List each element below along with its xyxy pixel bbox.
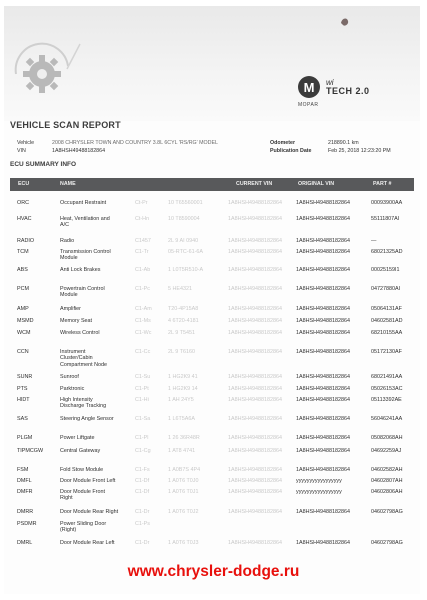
cell-cur: 1A8HSH49488182864 (228, 478, 282, 484)
cell-part: 04602798AG (371, 540, 403, 546)
cell-part: 00093900AA (371, 200, 403, 206)
mopar-m-icon: M (298, 76, 320, 98)
header-name: NAME (60, 181, 76, 187)
cell-orig: yyyyyyyyyyyyyyyyy (296, 489, 342, 495)
cell-c3: C1-Hi (135, 397, 149, 403)
cell-c3: C1-Am (135, 306, 152, 312)
cell-name: Module (60, 292, 78, 299)
cell-name: Right (60, 495, 73, 502)
cell-c4: 2L 9 T5451 (168, 330, 195, 336)
cell-name: Central Gateway (60, 448, 101, 454)
cell-part: 04692259AJ (371, 448, 402, 454)
cell-name: Door Module Front (60, 489, 105, 495)
cell-name: Parktronic (60, 386, 85, 392)
header-ecu: ECU (18, 181, 30, 187)
cell-cur: 1A8HSH49488182864 (228, 286, 282, 292)
cell-c3: C1-Pt (135, 386, 149, 392)
cell-part: — (371, 238, 377, 244)
cell-c3: C1-Ab (135, 267, 151, 273)
cell-c4: 1 A0T6 T0J1 (168, 489, 199, 495)
cell-part: 68210155AA (371, 330, 403, 336)
gear-graphic-icon (12, 36, 82, 106)
cell-c4: 2L 9 AI 0940 (168, 238, 199, 244)
mopar-label: MOPAR (298, 102, 319, 108)
cell-cur: 1A8HSH49488182864 (228, 249, 282, 255)
cell-ecu: HIDT (17, 397, 30, 403)
cell-part: 05064131AF (371, 306, 402, 312)
cell-name: Door Module Front Left (60, 478, 116, 484)
cell-c4: 5 HE4321 (168, 286, 192, 292)
cell-orig: 1A8HSH49488182864 (296, 249, 350, 255)
cell-part: 04602806AH (371, 489, 403, 495)
cell-name: Heat, Ventilation and (60, 216, 110, 222)
cell-ecu: WCM (17, 330, 31, 336)
report-header-band (4, 6, 420, 121)
cell-ecu: ORC (17, 200, 29, 206)
cell-part: 68021491AA (371, 374, 403, 380)
ecu-table-header (10, 178, 414, 191)
cell-part: 68021325AD (371, 249, 403, 255)
cell-c4: 1 HG2K9 41 (168, 374, 198, 380)
cell-name: Fold Stow Module (60, 467, 104, 473)
ecu-summary-title: ECU SUMMARY INFO (10, 161, 77, 168)
cell-c3: C1-Ps (135, 521, 150, 527)
cell-orig: 1A8HSH49488182864 (296, 267, 350, 273)
cell-c3: Ct-Pr (135, 200, 148, 206)
cell-c3: C1-Df (135, 489, 150, 495)
cell-c4: 2L 9 T6160 (168, 349, 195, 355)
cell-ecu: MSMD (17, 318, 34, 324)
publication-date-value: Feb 25, 2018 12:23:20 PM (328, 148, 391, 154)
cell-orig: 1A8HSH49488182864 (296, 349, 350, 355)
cell-cur: 1A8HSH49488182864 (228, 349, 282, 355)
cell-orig: 1A8HSH49488182864 (296, 467, 350, 473)
cell-part: 04727880AI (371, 286, 401, 292)
cell-part: 04602798AG (371, 509, 403, 515)
cell-ecu: TIPMCGW (17, 448, 44, 454)
cell-orig: yyyyyyyyyyyyyyyyy (296, 478, 342, 484)
cell-c4: 1 A0T6 T0J3 (168, 540, 199, 546)
cell-part: 05082068AH (371, 435, 403, 441)
cell-c3: C1-Ms (135, 318, 151, 324)
cell-orig: 1A8HSH49488182864 (296, 374, 350, 380)
cell-part: 05172130AF (371, 349, 402, 355)
cell-cur: 1A8HSH49488182864 (228, 216, 282, 222)
cell-c4: 1 A0B7S 4P4 (168, 467, 201, 473)
cell-c4: 1 26 36R48R (168, 435, 200, 441)
cell-part: 04602807AH (371, 478, 403, 484)
vehicle-value: 2008 CHRYSLER TOWN AND COUNTRY 3.8L 6CYL 'RS/RG' MODEL (52, 140, 218, 146)
odometer-label: Odometer (270, 140, 296, 146)
cell-cur: 1A8HSH49488182864 (228, 397, 282, 403)
cell-cur: 1A8HSH49488182864 (228, 467, 282, 473)
cell-c4: 1 HG2K9 14 (168, 386, 198, 392)
cell-cur: 1A8HSH49488182864 (228, 318, 282, 324)
cell-c3: C1-Wc (135, 330, 152, 336)
logo-tech: TECH 2.0 (326, 86, 370, 96)
cell-ecu: FSM (17, 467, 29, 473)
cell-name: Cluster/Cabin (60, 355, 93, 362)
cell-c4: 05-RTC-61-6A (168, 249, 203, 255)
cell-cur: 1A8HSH49488182864 (228, 374, 282, 380)
cell-ecu: SUNR (17, 374, 33, 380)
vehicle-label: Vehicle (17, 140, 35, 146)
cell-name: A/C (60, 222, 69, 229)
cell-c4: 1 A0T6 T0J0 (168, 478, 199, 484)
cell-orig: 1A8HSH49488182864 (296, 306, 350, 312)
cell-part: 05026153AC (371, 386, 403, 392)
cell-ecu: CCN (17, 349, 29, 355)
cell-ecu: TCM (17, 249, 29, 255)
cell-name: Amplifier (60, 306, 81, 312)
cell-cur: 1A8HSH49488182864 (228, 200, 282, 206)
cell-name: Anti Lock Brakes (60, 267, 101, 273)
cell-cur: 1A8HSH49488182864 (228, 416, 282, 422)
cell-name: Door Module Rear Left (60, 540, 115, 546)
cell-cur: 1A8HSH49488182864 (228, 448, 282, 454)
cell-part: 04602582AH (371, 467, 403, 473)
cell-cur: 1A8HSH49488182864 (228, 540, 282, 546)
handwritten-mark-icon (338, 15, 352, 29)
cell-ecu: AMP (17, 306, 29, 312)
cell-ecu: SAS (17, 416, 28, 422)
cell-name: Sunroof (60, 374, 79, 380)
cell-c3: C1-Sa (135, 416, 151, 422)
cell-c3: C1457 (135, 238, 151, 244)
cell-name: Occupant Restraint (60, 200, 107, 206)
cell-orig: 1A8HSH49488182864 (296, 540, 350, 546)
cell-ecu: ABS (17, 267, 28, 273)
report-title: VEHICLE SCAN REPORT (10, 120, 121, 130)
cell-c3: C1-Pl (135, 435, 149, 441)
cell-name: Power Sliding Door (60, 521, 107, 527)
cell-c3: Ct-Hn (135, 216, 150, 222)
cell-name: (Right) (60, 527, 77, 534)
cell-cur: 1A8HSH49488182864 (228, 489, 282, 495)
cell-c4: T20-4P15A8 (168, 306, 199, 312)
header-part-number: PART # (373, 181, 392, 187)
cell-name: Power Liftgate (60, 435, 95, 441)
cell-c3: C1-Fs (135, 467, 150, 473)
cell-part: 04602581AD (371, 318, 403, 324)
cell-c4: 4 6T20-4181 (168, 318, 199, 324)
footer-watermark: www.chrysler-dodge.ru (127, 563, 300, 580)
cell-name: Instrument (60, 349, 86, 355)
cell-c4: 10 T8590004 (168, 216, 200, 222)
cell-ecu: PTS (17, 386, 28, 392)
publication-date-label: Publication Date (270, 148, 312, 154)
cell-cur: 1A8HSH49488182864 (228, 435, 282, 441)
cell-ecu: DMFL (17, 478, 32, 484)
cell-c3: C1-Pc (135, 286, 150, 292)
cell-orig: 1A8HSH49488182864 (296, 509, 350, 515)
cell-orig: 1A8HSH49488182864 (296, 448, 350, 454)
cell-name: Memory Seat (60, 318, 93, 324)
cell-name: Steering Angle Sensor (60, 416, 114, 422)
cell-ecu: PLGM (17, 435, 33, 441)
cell-ecu: PSDMR (17, 521, 37, 527)
cell-ecu: DMFR (17, 489, 33, 495)
cell-name: Compartment Node (60, 361, 108, 368)
cell-ecu: RADIO (17, 238, 35, 244)
cell-orig: 1A8HSH49488182864 (296, 200, 350, 206)
cell-ecu: PCM (17, 286, 29, 292)
cell-orig: 1A8HSH49488182864 (296, 386, 350, 392)
cell-orig: 1A8HSH49488182864 (296, 416, 350, 422)
cell-part: 55111807AI (371, 216, 400, 222)
header-current-vin: CURRENT VIN (236, 181, 273, 187)
mopar-wi-tech-logo (298, 76, 370, 108)
report-page (4, 6, 420, 594)
cell-ecu: DMRR (17, 509, 34, 515)
cell-name: Module (60, 255, 78, 262)
cell-c4: 1 L0T5R510-A (168, 267, 204, 273)
cell-c4: 10 T65560001 (168, 200, 203, 206)
odometer-value: 218890.1 km (328, 140, 359, 146)
cell-name: Transmission Control (60, 249, 111, 255)
cell-part: 05113392AE (371, 397, 402, 403)
cell-c4: 1 L6T5A6A (168, 416, 195, 422)
cell-cur: 1A8HSH49488182864 (228, 238, 282, 244)
cell-c3: C1-Dr (135, 540, 150, 546)
cell-c4: 1 A0T6 T0J2 (168, 509, 199, 515)
cell-c3: C1-Tr (135, 249, 149, 255)
cell-orig: 1A8HSH49488182864 (296, 397, 350, 403)
cell-name: Radio (60, 238, 75, 244)
cell-cur: 1A8HSH49488182864 (228, 267, 282, 273)
header-original-vin: ORIGINAL VIN (298, 181, 335, 187)
cell-cur: 1A8HSH49488182864 (228, 386, 282, 392)
cell-cur: 1A8HSH49488182864 (228, 330, 282, 336)
cell-ecu: DMRL (17, 540, 33, 546)
cell-c3: C1-Dr (135, 509, 150, 515)
cell-orig: 1A8HSH49488182864 (296, 435, 350, 441)
cell-c4: 1 AT8 4741 (168, 448, 196, 454)
cell-cur: 1A8HSH49488182864 (228, 509, 282, 515)
cell-name: Door Module Rear Right (60, 509, 119, 515)
cell-orig: 1A8HSH49488182864 (296, 286, 350, 292)
vin-label: VIN (17, 148, 26, 154)
cell-cur: 1A8HSH49488182864 (228, 306, 282, 312)
cell-orig: 1A8HSH49488182864 (296, 216, 350, 222)
cell-orig: 1A8HSH49488182864 (296, 318, 350, 324)
cell-name: Wireless Control (60, 330, 100, 336)
cell-name: High Intensity (60, 397, 93, 403)
vin-value: 1A8HSH49488182864 (52, 148, 106, 154)
logo-wi: wi (326, 78, 334, 87)
cell-part: 00025159I1 (371, 267, 400, 273)
cell-c3: C1-Df (135, 478, 150, 484)
cell-name: Powertrain Control (60, 286, 105, 292)
cell-c3: C1-Cc (135, 349, 151, 355)
cell-ecu: HVAC (17, 216, 32, 222)
cell-c4: 1 AH 24Y5 (168, 397, 194, 403)
cell-name: Discharge Tracking (60, 403, 107, 410)
cell-c3: C1-Su (135, 374, 151, 380)
cell-orig: 1A8HSH49488182864 (296, 330, 350, 336)
cell-part: 56046241AA (371, 416, 403, 422)
cell-orig: 1A8HSH49488182864 (296, 238, 350, 244)
cell-c3: C1-Cg (135, 448, 151, 454)
